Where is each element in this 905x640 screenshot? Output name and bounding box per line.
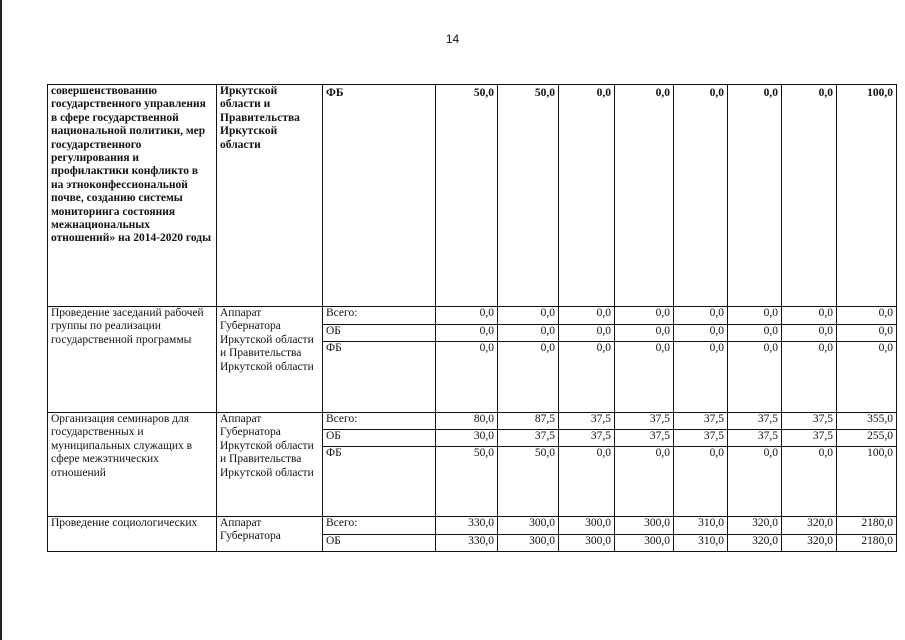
year-value-cell: 0,0 (782, 85, 837, 307)
year-value-cell: 0,0 (728, 85, 782, 307)
year-value-cell: 0,0 (674, 447, 728, 517)
year-value-cell: 0,0 (559, 85, 615, 307)
year-value-cell: 330,0 (436, 517, 498, 535)
year-value-cell: 0,0 (615, 447, 674, 517)
year-value-cell: 50,0 (436, 85, 498, 307)
year-value-cell: 0,0 (674, 307, 728, 325)
year-value-cell: 300,0 (498, 517, 559, 535)
year-value-cell: 310,0 (674, 535, 728, 552)
year-value-cell: 50,0 (436, 447, 498, 517)
year-value-cell: 0,0 (498, 342, 559, 413)
year-value-cell: 0,0 (782, 325, 837, 342)
year-value-cell: 320,0 (782, 517, 837, 535)
year-value-cell: 300,0 (615, 535, 674, 552)
year-value-cell: 0,0 (615, 325, 674, 342)
table-row (48, 85, 897, 307)
year-value-cell: 0,0 (615, 307, 674, 325)
year-value-cell: 0,0 (615, 85, 674, 307)
activity-name-cell: совершенствованию государственного управления в сфере государственной национальной политики, мер государственного регулирования и профилактики конфликто в на этноконфессиональной почве, созданию системы мониторинга состояния межнациональных отношений» на 2014-2020 годы (48, 85, 217, 307)
year-value-cell: 30,0 (436, 430, 498, 447)
funding-source-cell: Всего: (323, 517, 436, 535)
funding-source-cell: ФБ (323, 342, 436, 413)
scan-edge (0, 0, 2, 640)
year-value-cell: 0,0 (728, 447, 782, 517)
year-value-cell: 0,0 (615, 342, 674, 413)
year-value-cell: 0,0 (674, 325, 728, 342)
year-value-cell: 50,0 (498, 447, 559, 517)
year-value-cell: 0,0 (436, 307, 498, 325)
executor-cell: Аппарат Губернатора (217, 517, 323, 552)
total-value-cell: 2180,0 (837, 535, 897, 552)
total-value-cell: 0,0 (837, 342, 897, 413)
activity-name-cell: Проведение социологических (48, 517, 217, 552)
total-value-cell: 0,0 (837, 307, 897, 325)
year-value-cell: 300,0 (559, 517, 615, 535)
year-value-cell: 0,0 (728, 342, 782, 413)
year-value-cell: 0,0 (782, 447, 837, 517)
year-value-cell: 0,0 (559, 342, 615, 413)
year-value-cell: 0,0 (782, 307, 837, 325)
year-value-cell: 0,0 (559, 447, 615, 517)
table-row (48, 307, 897, 325)
year-value-cell: 37,5 (782, 413, 837, 430)
year-value-cell: 0,0 (674, 342, 728, 413)
activity-name-cell: Организация семинаров для государственных и муниципальных служащих в сфере межэтнических отношений (48, 413, 217, 517)
activity-name-cell: Проведение заседаний рабочей группы по реализации государственной программы (48, 307, 217, 413)
year-value-cell: 80,0 (436, 413, 498, 430)
executor-cell: Иркутской области и Правительства Иркутской области (217, 85, 323, 307)
funding-source-cell: Всего: (323, 307, 436, 325)
year-value-cell: 37,5 (559, 413, 615, 430)
year-value-cell: 300,0 (498, 535, 559, 552)
year-value-cell: 0,0 (728, 307, 782, 325)
table-row (48, 517, 897, 535)
executor-cell: Аппарат Губернатора Иркутской области и Правительства Иркутской области (217, 307, 323, 413)
year-value-cell: 0,0 (559, 325, 615, 342)
executor-cell: Аппарат Губернатора Иркутской области и Правительства Иркутской области (217, 413, 323, 517)
year-value-cell: 37,5 (674, 413, 728, 430)
year-value-cell: 300,0 (615, 517, 674, 535)
year-value-cell: 37,5 (615, 413, 674, 430)
total-value-cell: 0,0 (837, 325, 897, 342)
budget-table (47, 84, 897, 552)
year-value-cell: 37,5 (782, 430, 837, 447)
funding-source-cell: ФБ (323, 85, 436, 307)
year-value-cell: 37,5 (728, 430, 782, 447)
year-value-cell: 0,0 (674, 85, 728, 307)
year-value-cell: 0,0 (559, 307, 615, 325)
funding-source-cell: ФБ (323, 447, 436, 517)
year-value-cell: 0,0 (498, 307, 559, 325)
year-value-cell: 37,5 (559, 430, 615, 447)
year-value-cell: 50,0 (498, 85, 559, 307)
funding-source-cell: ОБ (323, 325, 436, 342)
year-value-cell: 320,0 (728, 535, 782, 552)
year-value-cell: 320,0 (782, 535, 837, 552)
year-value-cell: 37,5 (674, 430, 728, 447)
total-value-cell: 355,0 (837, 413, 897, 430)
year-value-cell: 37,5 (498, 430, 559, 447)
total-value-cell: 100,0 (837, 447, 897, 517)
year-value-cell: 0,0 (498, 325, 559, 342)
page-number: 14 (445, 32, 460, 46)
year-value-cell: 0,0 (436, 325, 498, 342)
year-value-cell: 0,0 (436, 342, 498, 413)
year-value-cell: 0,0 (728, 325, 782, 342)
funding-source-cell: ОБ (323, 535, 436, 552)
year-value-cell: 87,5 (498, 413, 559, 430)
total-value-cell: 255,0 (837, 430, 897, 447)
year-value-cell: 37,5 (615, 430, 674, 447)
funding-source-cell: Всего: (323, 413, 436, 430)
year-value-cell: 310,0 (674, 517, 728, 535)
year-value-cell: 320,0 (728, 517, 782, 535)
funding-source-cell: ОБ (323, 430, 436, 447)
total-value-cell: 2180,0 (837, 517, 897, 535)
year-value-cell: 300,0 (559, 535, 615, 552)
table-row (48, 413, 897, 430)
year-value-cell: 0,0 (782, 342, 837, 413)
year-value-cell: 330,0 (436, 535, 498, 552)
year-value-cell: 37,5 (728, 413, 782, 430)
total-value-cell: 100,0 (837, 85, 897, 307)
